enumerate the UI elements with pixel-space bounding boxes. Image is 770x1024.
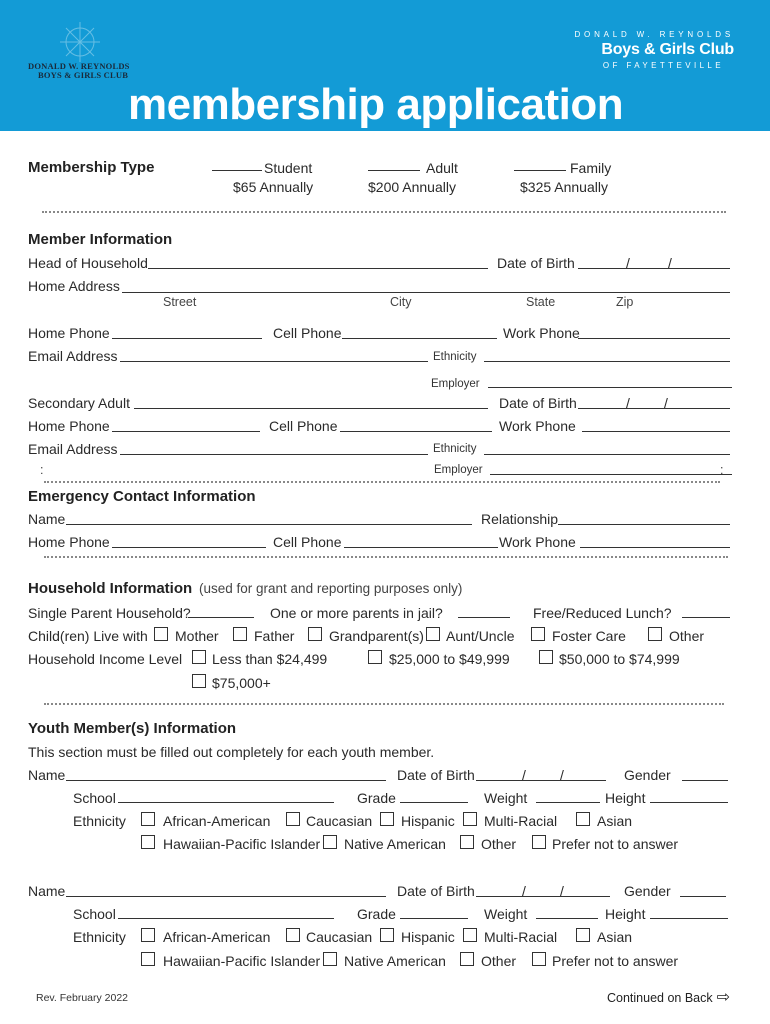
secondary-adult-field[interactable] bbox=[134, 408, 488, 409]
youth2-hawaiian-checkbox[interactable] bbox=[141, 952, 155, 966]
youth1-weight-field[interactable] bbox=[536, 802, 600, 803]
secondary-ethnicity-field[interactable] bbox=[484, 454, 730, 455]
dob-label: Date of Birth bbox=[497, 255, 575, 271]
youth1-gender-field[interactable] bbox=[682, 780, 728, 781]
grandparent-label: Grandparent(s) bbox=[329, 628, 424, 644]
emergency-name-label: Name bbox=[28, 511, 66, 527]
secondary-email-label: Email Address bbox=[28, 441, 118, 457]
household-heading: Household Information bbox=[28, 580, 193, 597]
youth1-gender-label: Gender bbox=[624, 767, 671, 783]
youth1-hispanic-label: Hispanic bbox=[401, 813, 455, 829]
youth1-caucasian-checkbox[interactable] bbox=[286, 812, 300, 826]
youth-note: This section must be filled out completely for each youth member. bbox=[28, 744, 435, 760]
income-75k-label: $75,000+ bbox=[212, 675, 271, 691]
emergency-cell-phone-field[interactable] bbox=[344, 547, 498, 548]
grandparent-checkbox[interactable] bbox=[308, 627, 322, 641]
income-25k-49k-checkbox[interactable] bbox=[368, 650, 382, 664]
youth1-multiracial-label: Multi-Racial bbox=[484, 813, 558, 829]
youth2-african-label: African-American bbox=[163, 929, 271, 945]
youth2-multiracial-checkbox[interactable] bbox=[463, 928, 477, 942]
org-name: Boys & Girls Club bbox=[601, 41, 734, 58]
family-price: $325 Annually bbox=[520, 179, 608, 195]
youth1-height-field[interactable] bbox=[650, 802, 728, 803]
youth2-weight-field[interactable] bbox=[536, 918, 598, 919]
state-caption: State bbox=[526, 295, 556, 309]
youth2-school-field[interactable] bbox=[118, 918, 334, 919]
family-check-line[interactable] bbox=[514, 170, 566, 171]
youth2-name-field[interactable] bbox=[66, 896, 386, 897]
income-50k-74k-checkbox[interactable] bbox=[539, 650, 553, 664]
youth2-prefer-label: Prefer not to answer bbox=[552, 953, 679, 969]
youth2-grade-label: Grade bbox=[357, 906, 396, 922]
youth1-hispanic-checkbox[interactable] bbox=[380, 812, 394, 826]
secondary-email-field[interactable] bbox=[120, 454, 428, 455]
youth2-hispanic-label: Hispanic bbox=[401, 929, 455, 945]
adult-check-line[interactable] bbox=[368, 170, 420, 171]
divider bbox=[44, 556, 728, 560]
adult-label: Adult bbox=[426, 160, 458, 176]
mother-checkbox[interactable] bbox=[154, 627, 168, 641]
home-address-field[interactable] bbox=[122, 292, 730, 293]
youth1-hawaiian-label: Hawaiian-Pacific Islander bbox=[163, 836, 321, 852]
income-50k-74k-label: $50,000 to $74,999 bbox=[559, 651, 680, 667]
emergency-cell-phone-label: Cell Phone bbox=[273, 534, 342, 550]
father-checkbox[interactable] bbox=[233, 627, 247, 641]
youth1-african-checkbox[interactable] bbox=[141, 812, 155, 826]
student-price: $65 Annually bbox=[233, 179, 314, 195]
dob-slash: / bbox=[668, 255, 672, 271]
aunt-uncle-checkbox[interactable] bbox=[426, 627, 440, 641]
youth1-asian-checkbox[interactable] bbox=[576, 812, 590, 826]
head-household-field[interactable] bbox=[148, 268, 488, 269]
secondary-dob-field[interactable] bbox=[578, 408, 730, 409]
relationship-label: Relationship bbox=[481, 511, 559, 527]
city-caption: City bbox=[390, 295, 412, 309]
divider bbox=[44, 703, 724, 707]
youth2-multiracial-label: Multi-Racial bbox=[484, 929, 558, 945]
emergency-home-phone-field[interactable] bbox=[112, 547, 266, 548]
other-label: Other bbox=[669, 628, 705, 644]
youth2-asian-checkbox[interactable] bbox=[576, 928, 590, 942]
revision-date: Rev. February 2022 bbox=[36, 992, 129, 1004]
dob-slash: / bbox=[626, 395, 630, 411]
home-phone-field[interactable] bbox=[112, 338, 262, 339]
cell-phone-field[interactable] bbox=[342, 338, 497, 339]
single-parent-label: Single Parent Household? bbox=[28, 605, 191, 621]
secondary-ethnicity-label: Ethnicity bbox=[433, 443, 477, 455]
foster-care-label: Foster Care bbox=[552, 628, 626, 644]
email-label: Email Address bbox=[28, 348, 118, 364]
youth1-grade-label: Grade bbox=[357, 790, 396, 806]
secondary-work-phone-field[interactable] bbox=[582, 431, 730, 432]
dob-slash: / bbox=[522, 883, 526, 899]
youth2-caucasian-checkbox[interactable] bbox=[286, 928, 300, 942]
live-with-label: Child(ren) Live with bbox=[28, 628, 148, 644]
work-phone-field[interactable] bbox=[578, 338, 730, 339]
home-phone-label: Home Phone bbox=[28, 325, 110, 341]
youth1-name-field[interactable] bbox=[66, 780, 386, 781]
club-logo bbox=[0, 10, 160, 80]
youth1-grade-field[interactable] bbox=[400, 802, 468, 803]
arrow-right-icon: ⇨ bbox=[716, 989, 731, 1006]
member-info-heading: Member Information bbox=[28, 231, 173, 248]
secondary-adult-label: Secondary Adult bbox=[28, 395, 130, 411]
youth2-african-checkbox[interactable] bbox=[141, 928, 155, 942]
email-field[interactable] bbox=[120, 361, 428, 362]
income-less-24k-checkbox[interactable] bbox=[192, 650, 206, 664]
org-wordmark bbox=[574, 30, 734, 70]
youth2-dob-field[interactable] bbox=[476, 896, 610, 897]
youth2-native-checkbox[interactable] bbox=[323, 952, 337, 966]
street-caption: Street bbox=[163, 295, 197, 309]
zip-caption: Zip bbox=[616, 295, 634, 309]
youth1-height-label: Height bbox=[605, 790, 646, 806]
youth1-native-label: Native American bbox=[344, 836, 446, 852]
youth2-school-label: School bbox=[73, 906, 116, 922]
ethnicity-field[interactable] bbox=[484, 361, 730, 362]
logo-text-line2: BOYS & GIRLS CLUB bbox=[38, 70, 129, 80]
youth2-caucasian-label: Caucasian bbox=[306, 929, 373, 945]
secondary-cell-phone-label: Cell Phone bbox=[269, 418, 338, 434]
student-check-line[interactable] bbox=[212, 170, 262, 171]
youth1-african-label: African-American bbox=[163, 813, 271, 829]
continued-on-back bbox=[607, 990, 730, 1006]
dob-slash: / bbox=[560, 767, 564, 783]
youth1-ethnicity-label: Ethnicity bbox=[73, 813, 126, 829]
employer-field[interactable] bbox=[488, 387, 732, 388]
mother-label: Mother bbox=[175, 628, 219, 644]
student-label: Student bbox=[264, 160, 313, 176]
income-25k-49k-label: $25,000 to $49,999 bbox=[389, 651, 510, 667]
secondary-cell-phone-field[interactable] bbox=[340, 431, 492, 432]
relationship-field[interactable] bbox=[558, 524, 730, 525]
youth2-native-label: Native American bbox=[344, 953, 446, 969]
household-note: (used for grant and reporting purposes only) bbox=[199, 581, 463, 596]
divider bbox=[42, 211, 726, 215]
page-title: membership application bbox=[128, 80, 624, 129]
youth2-hispanic-checkbox[interactable] bbox=[380, 928, 394, 942]
jail-field[interactable] bbox=[458, 617, 510, 618]
youth2-height-field[interactable] bbox=[650, 918, 728, 919]
jail-label: One or more parents in jail? bbox=[270, 605, 443, 621]
secondary-employer-label: Employer bbox=[434, 464, 483, 476]
single-parent-field[interactable] bbox=[188, 617, 254, 618]
lunch-label: Free/Reduced Lunch? bbox=[533, 605, 672, 621]
youth1-multiracial-checkbox[interactable] bbox=[463, 812, 477, 826]
dob-slash: / bbox=[522, 767, 526, 783]
youth2-height-label: Height bbox=[605, 906, 646, 922]
youth2-gender-field[interactable] bbox=[680, 896, 726, 897]
youth1-weight-label: Weight bbox=[484, 790, 528, 806]
income-75k-checkbox[interactable] bbox=[192, 674, 206, 688]
header-banner bbox=[0, 0, 770, 131]
father-label: Father bbox=[254, 628, 295, 644]
youth2-ethnicity-label: Ethnicity bbox=[73, 929, 126, 945]
youth2-other-label: Other bbox=[481, 953, 517, 969]
emergency-home-phone-label: Home Phone bbox=[28, 534, 110, 550]
youth2-asian-label: Asian bbox=[597, 929, 633, 945]
youth2-grade-field[interactable] bbox=[400, 918, 468, 919]
home-address-label: Home Address bbox=[28, 278, 120, 294]
youth1-other-label: Other bbox=[481, 836, 517, 852]
youth1-name-label: Name bbox=[28, 767, 66, 783]
logo-text-line1: DONALD W. REYNOLDS bbox=[28, 61, 130, 71]
dob-field[interactable] bbox=[578, 268, 730, 269]
youth2-prefer-checkbox[interactable] bbox=[532, 952, 546, 966]
youth1-school-field[interactable] bbox=[118, 802, 334, 803]
colon-mark: : bbox=[40, 463, 44, 477]
youth2-dob-label: Date of Birth bbox=[397, 883, 475, 899]
emergency-work-phone-label: Work Phone bbox=[499, 534, 576, 550]
org-top: DONALD W. REYNOLDS bbox=[574, 30, 734, 39]
youth1-hawaiian-checkbox[interactable] bbox=[141, 835, 155, 849]
emergency-heading: Emergency Contact Information bbox=[28, 488, 256, 505]
ethnicity-label: Ethnicity bbox=[433, 351, 477, 363]
dob-slash: / bbox=[560, 883, 564, 899]
continued-text: Continued on Back bbox=[607, 991, 713, 1005]
employer-label: Employer bbox=[431, 378, 480, 390]
emergency-work-phone-field[interactable] bbox=[580, 547, 730, 548]
youth2-gender-label: Gender bbox=[624, 883, 671, 899]
youth2-other-checkbox[interactable] bbox=[460, 952, 474, 966]
youth1-school-label: School bbox=[73, 790, 116, 806]
adult-price: $200 Annually bbox=[368, 179, 456, 195]
youth2-name-label: Name bbox=[28, 883, 66, 899]
youth1-native-checkbox[interactable] bbox=[323, 835, 337, 849]
youth1-dob-label: Date of Birth bbox=[397, 767, 475, 783]
secondary-employer-field[interactable] bbox=[490, 474, 732, 475]
secondary-dob-label: Date of Birth bbox=[499, 395, 577, 411]
dob-slash: / bbox=[664, 395, 668, 411]
income-less-24k-label: Less than $24,499 bbox=[212, 651, 328, 667]
family-label: Family bbox=[570, 160, 612, 176]
membership-type-label: Membership Type bbox=[28, 159, 155, 176]
secondary-home-phone-label: Home Phone bbox=[28, 418, 110, 434]
youth2-weight-label: Weight bbox=[484, 906, 528, 922]
secondary-work-phone-label: Work Phone bbox=[499, 418, 576, 434]
aunt-uncle-label: Aunt/Uncle bbox=[446, 628, 515, 644]
youth1-prefer-label: Prefer not to answer bbox=[552, 836, 679, 852]
youth2-hawaiian-label: Hawaiian-Pacific Islander bbox=[163, 953, 321, 969]
youth-heading: Youth Member(s) Information bbox=[28, 720, 237, 737]
colon-mark: : bbox=[720, 463, 724, 477]
org-bottom: OF FAYETTEVILLE bbox=[602, 61, 724, 70]
income-label: Household Income Level bbox=[28, 651, 183, 667]
work-phone-label: Work Phone bbox=[503, 325, 580, 341]
youth1-prefer-checkbox[interactable] bbox=[532, 835, 546, 849]
dob-slash: / bbox=[626, 255, 630, 271]
foster-care-checkbox[interactable] bbox=[531, 627, 545, 641]
youth1-caucasian-label: Caucasian bbox=[306, 813, 373, 829]
cell-phone-label: Cell Phone bbox=[273, 325, 342, 341]
youth1-asian-label: Asian bbox=[597, 813, 633, 829]
divider bbox=[44, 481, 720, 485]
youth1-dob-field[interactable] bbox=[476, 780, 606, 781]
secondary-home-phone-field[interactable] bbox=[112, 431, 260, 432]
head-household-label: Head of Household bbox=[28, 255, 148, 271]
youth1-other-checkbox[interactable] bbox=[460, 835, 474, 849]
starburst-icon bbox=[58, 20, 102, 64]
lunch-field[interactable] bbox=[682, 617, 730, 618]
other-checkbox[interactable] bbox=[648, 627, 662, 641]
emergency-name-field[interactable] bbox=[66, 524, 472, 525]
